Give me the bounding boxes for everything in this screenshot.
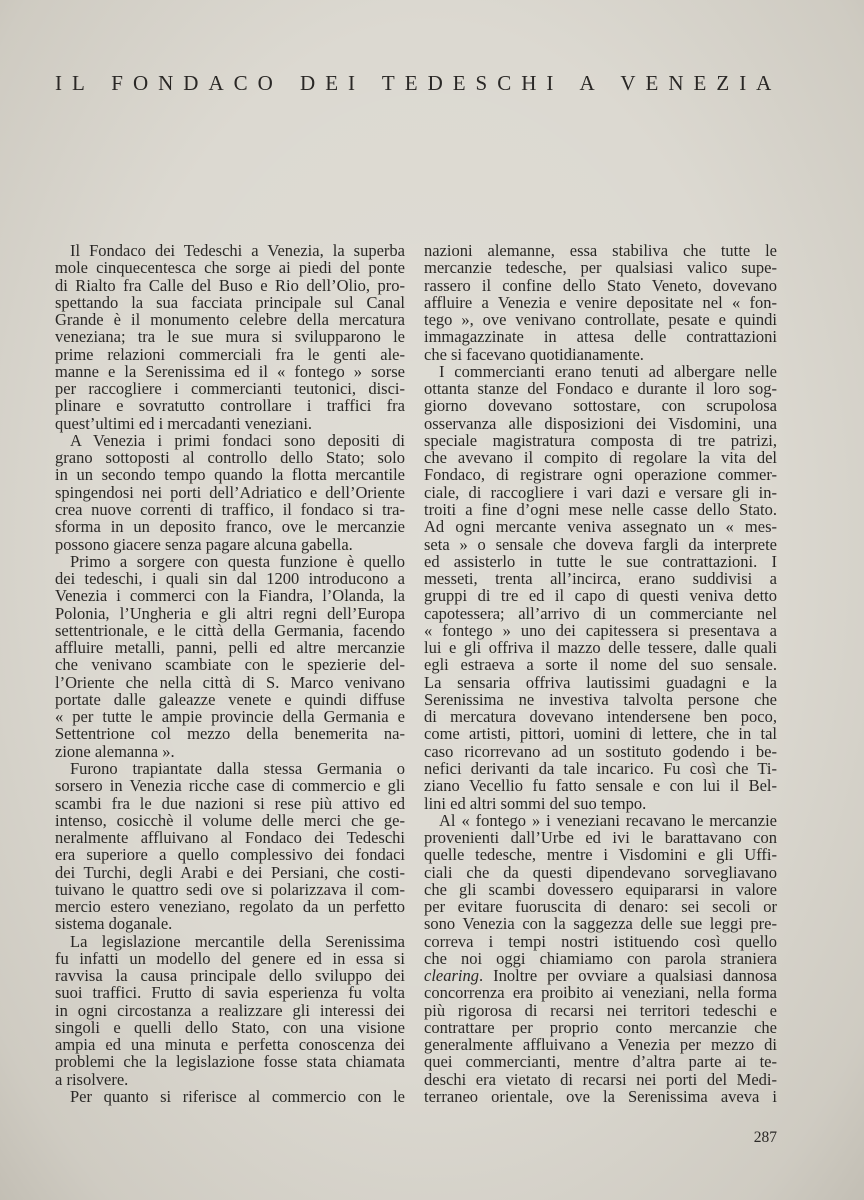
text-line: ciale, di raccogliere i vari dazi e versare gli in- [424,482,777,502]
paragraph [424,812,777,1106]
text-line: che venivano scambiate con le spezierie del- [55,655,405,675]
text-line: Serenissima ne investiva talvolta persone che [424,689,777,709]
text-line: Ad ogni mercante veniva assegnato un « mes- [424,517,777,537]
text-line [424,967,777,984]
paragraph [55,432,405,553]
paragraph [424,363,777,812]
text-line: portate dalle galeazze venete e quindi diffuse [55,689,405,709]
text-line: dei tedeschi, i quali sin dal 1200 introducono a [55,569,405,589]
text-segment: . Inoltre per ovviare a qualsiasi dannosa [479,966,777,986]
text-line: Settentrione col mezzo della benemerita na- [55,724,405,744]
text-line: nefici derivanti da tale incarico. Fu così che Ti- [424,758,777,778]
text-line: gruppi di tre ed il capo di questi veniva detto [424,586,777,606]
page-number: 287 [753,1129,777,1146]
text-line: era superiore a quello complessivo dei fondaci [55,845,405,865]
text-line: che noi oggi chiamiamo con parola straniera [424,948,777,968]
text-line: settentrionale, e le città della Germania, facendo [55,620,405,640]
text-line: tuivano le quattro sedi ove si polarizzava il com- [55,879,405,899]
text-line: sono Venezia con la saggezza delle sue leggi pre- [424,914,777,934]
text-line: correva i tempi nostri istituendo così quello [424,931,777,951]
text-line: spettando la sua facciata principale sul Canal [55,292,405,312]
text-line: per raccogliere i commercianti teutonici, disci- [55,379,405,399]
text-line: Per quanto si riferisce al commercio con le [70,1087,405,1107]
text-line: intenso, cosicchè il volume delle merci che ge- [55,810,405,830]
paragraph [55,760,405,933]
text-line: sistema doganale. [55,914,173,934]
text-line: Il Fondaco dei Tedeschi a Venezia, la superba [70,241,405,260]
text-line: capotessera; all’arrivo di un commerciante nel [424,603,777,623]
text-line: in un secondo tempo quando la flotta mercantile [55,465,405,485]
text-line: manne e la Serenissima ed il « fontego » sorse [55,361,405,381]
text-line: crea nuove correnti di traffico, il fondaco si tra- [55,499,405,519]
text-line: deschi era vietato di recarsi nei porti del Medi- [424,1069,777,1089]
text-line: grano sottoposti al controllo dello Stato; solo [55,448,405,468]
text-line: La legislazione mercantile della Serenissima [70,931,405,951]
text-line: ziano Vecellio fu fatto sensale e con lui il Bel- [424,776,777,796]
text-line: Furono trapiantate dalla stessa Germania o [70,758,405,778]
right-column [424,242,777,1105]
text-line: dei Turchi, degli Arabi e dei Persiani, che costi- [55,862,405,882]
text-line: concorrenza era proibito ai veneziani, nella forma [424,983,777,1003]
text-line: « fontego » uno dei capitessera si presentava a [424,620,777,640]
text-line: Al « fontego » i veneziani recavano le mercanzie [439,810,777,830]
text-line: seta » o sensale che doveva fargli da interprete [424,534,777,554]
text-line: « per tutte le ampie provincie della Germania e [55,707,405,727]
text-line: A Venezia i primi fondaci sono depositi di [70,430,405,450]
text-line: spingendosi nei porti dell’Adriatico e dell’Oriente [55,482,405,502]
text-line: generalmente affluivano a Venezia per mezzo di [424,1035,777,1055]
text-line: quelle tedesche, mentre i Visdomini e gli Uffi- [424,845,777,865]
text-line: prime relazioni commerciali fra le genti ale- [55,344,405,364]
text-line: osservanza alle disposizioni dei Visdomini, una [424,413,777,433]
text-line: sforma in un deposito franco, ove le mercanzie [55,517,405,537]
text-line: Fondaco, di registrare ogni operazione commer- [424,465,777,485]
text-line: mercanzie tedesche, per qualsiasi valico supe- [424,258,777,278]
text-line: La sensaria offriva lautissimi guadagni e la [424,672,777,692]
text-line: Polonia, l’Ungheria e gli altri regni dell’Europa [55,603,405,623]
italic-word: clearing [424,966,479,986]
text-line: quei commercianti, mentre d’altra parte ai te- [424,1052,777,1072]
text-line: di mercatura dovevano intendersene ben poco, [424,707,777,727]
text-line: mole cinquecentesca che sorge ai piedi del ponte [55,258,405,278]
text-line: terraneo orientale, ove la Serenissima aveva i [424,1087,777,1107]
text-line: singoli e quelli dello Stato, con una visione [55,1017,405,1037]
text-line: ciali che da questi dipendevano sorvegliavano [424,862,777,882]
text-line: ravvisa la causa principale dello sviluppo dei [55,966,405,986]
text-line: rassero il confine dello Stato Veneto, dovevano [424,275,777,295]
text-line: che si facevano quotidianamente. [424,344,644,364]
text-line: Grande è il monumento celebre della mercatura [55,310,405,330]
text-line: troiti a fine d’ogni mese nelle casse dello Stato. [424,499,777,519]
text-line: Primo a sorgere con questa funzione è quello [70,551,405,571]
text-line: Venezia i commerci con la Fiandra, l’Olanda, la [55,586,405,606]
text-line: mercio estero veneziano, regolato da un perfetto [55,897,405,917]
text-line: contrattare per proprio conto mercanzie che [424,1017,777,1037]
text-line: fu infatti un modello del genere ed in essa si [55,948,405,968]
text-line: in ogni circostanza a realizzare gli interessi dei [55,1000,405,1020]
text-line: caso ricorrevano ad un sostituto godendo i be- [424,741,777,761]
text-line: affluire a Venezia e venire depositate nel « fon- [424,292,777,312]
paragraph [55,1088,405,1105]
text-line: problemi che la legislazione fosse stata chiamata [55,1052,405,1072]
text-line: speciale magistratura composta di tre patrizi, [424,430,777,450]
text-line: lini ed altri sommi del suo tempo. [424,793,647,813]
text-line: messeti, trenta all’incirca, erano suddivisi a [424,569,777,589]
text-line: quest’ultimi ed i mercadanti veneziani. [55,413,313,433]
text-line: affluire metalli, panni, pelli ed altre mercanzie [55,638,405,658]
text-line: suoi traffici. Frutto di savia esperienza fu volta [55,983,405,1003]
page-title: IL FONDACO DEI TEDESCHI A VENEZIA [55,71,782,95]
text-line: possono giacere senza pagare alcuna gabella. [55,534,353,554]
text-line: ampia ed una minuta e perfetta conoscenza dei [55,1035,405,1055]
text-line: lui e gli offriva il mazzo delle tessere, dalle quali [424,638,777,658]
text-line: tego », ove venivano controllate, pesate e quindi [424,310,777,330]
text-line: di Rialto fra Calle del Buso e Rio dell’Olio, pro- [55,275,405,295]
text-line: I commercianti erano tenuti ad albergare nelle [439,361,777,381]
text-line: nazioni alemanne, essa stabiliva che tutte le [424,241,777,260]
paragraph [424,242,777,363]
text-line: veneziana; tra le sue mura si svilupparono le [55,327,405,347]
text-line: come artisti, pittori, uomini di lettere, che in tal [424,724,777,744]
text-line: più rigorosa di recarsi nei territori tedeschi e [424,1000,777,1020]
text-line: scambi fra le due nazioni si rese più attivo ed [55,793,405,813]
text-line: ottanta stanze del Fondaco e durante il loro sog- [424,379,777,399]
text-line: per evitare fuoruscita di denaro: sei secoli or [424,897,777,917]
text-line: giorno dovevano sottostare, con scrupolosa [424,396,777,416]
text-line: zione alemanna ». [55,741,175,761]
left-column [55,242,405,1105]
paragraph [55,933,405,1088]
paragraph [55,242,405,432]
paragraph [55,553,405,760]
text-line: egli estraeva a sorte il nome del suo sensale. [424,655,777,675]
text-line: a risolvere. [55,1069,129,1089]
text-line: sorsero in Venezia ricche case di commercio e gli [55,776,405,796]
text-line: ed assisterlo in tutte le sue contrattazioni. I [424,551,777,571]
text-line: che avevano il compito di regolare la vita del [424,448,777,468]
text-line: che gli scambi dovessero equipararsi in valore [424,879,777,899]
text-line: neralmente affluivano al Fondaco dei Tedeschi [55,828,405,848]
text-line: plinare e sovratutto controllare i traffici fra [55,396,405,416]
text-line: provenienti dall’Urbe ed ivi le barattavano con [424,828,777,848]
text-line: immagazzinate in attesa delle contrattazioni [424,327,777,347]
text-line: l’Oriente che nella città di S. Marco venivano [55,672,405,692]
